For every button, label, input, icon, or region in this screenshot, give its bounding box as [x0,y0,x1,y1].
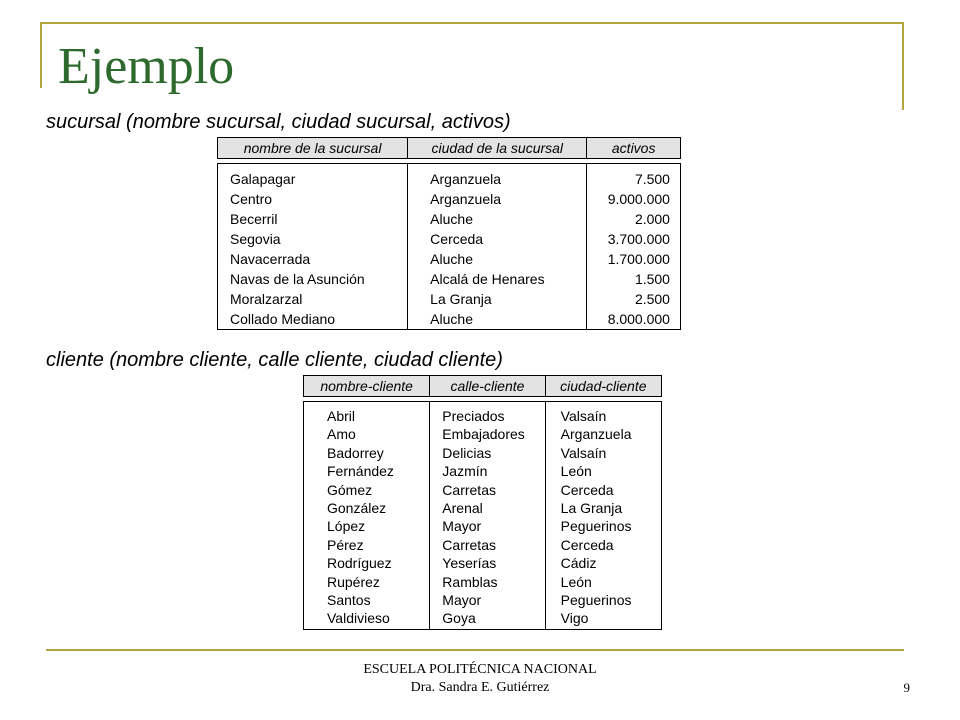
table-cell: Embajadores [442,426,525,443]
column-header: nombre-cliente [320,378,413,394]
cliente-table-header [303,375,662,397]
slide-title: Ejemplo [58,38,235,95]
sucursal-column-ciudad [407,164,586,329]
table-cell: Santos [327,591,371,608]
schema-sucursal: sucursal (nombre sucursal, ciudad sucursal, activos) [46,111,511,133]
table-cell: Rupérez [327,573,380,590]
table-cell: Arganzuela [560,426,632,443]
table-cell: Vigo [560,610,589,627]
frame-left-line [40,22,42,88]
table-cell: 2.500 [634,291,670,307]
table-cell: Cádiz [560,555,597,572]
table-cell: 1.700.000 [607,251,670,267]
table-cell: Peguerinos [560,591,632,608]
table-cell: Goya [442,610,476,627]
table-cell: Valdivieso [327,610,390,627]
table-cell: Abril [327,408,356,424]
table-cell: Arganzuela [430,191,501,207]
table-cell: Navacerrada [230,251,311,267]
table-cell: Aluche [430,251,473,267]
table-cell: Aluche [430,211,473,227]
column-header: nombre de la sucursal [243,140,382,156]
cliente-column-calle [429,402,544,629]
table-cell: 9.000.000 [607,191,670,207]
table-cell: Yeserías [442,555,497,572]
table-cell: Cerceda [560,481,614,498]
footer-author: Dra. Sandra E. Gutiérrez [410,680,550,695]
sucursal-column-nombre [218,164,407,329]
table-cell: Peguerinos [560,518,632,535]
frame-bottom-line [46,649,904,651]
table-cell: Carretas [442,536,496,553]
table-cell: Arganzuela [430,171,501,187]
table-cell: 3.700.000 [607,231,670,247]
table-cell: Cerceda [560,536,614,553]
table-cell: Centro [230,191,273,207]
table-cell: Pérez [327,536,364,553]
table-cell: 2.000 [634,211,670,227]
table-cell: Valsaín [560,444,607,461]
table-cell: Carretas [442,481,496,498]
table-cell: Rodríguez [327,555,392,572]
table-cell: Galapagar [230,171,296,187]
table-cell: López [327,518,366,535]
table-cell: Amo [327,426,356,443]
table-cell: Fernández [327,463,394,480]
table-cell: Aluche [430,311,473,327]
table-cell: Segovia [230,231,281,247]
table-cell: González [327,499,387,516]
table-cell: León [560,463,592,480]
table-cell: Alcalá de Henares [430,271,545,287]
cliente-table [303,375,662,630]
table-cell: Valsaín [560,408,607,424]
table-cell: León [560,573,592,590]
table-cell: La Granja [560,499,623,516]
table-cell: Delicias [442,444,492,461]
column-header: activos [586,138,680,158]
cliente-column-nombre [304,402,429,629]
table-cell: Moralzarzal [230,291,303,307]
table-cell: 8.000.000 [607,311,670,327]
sucursal-column-activos [586,164,680,329]
sucursal-table-body [217,163,681,330]
cliente-column-ciudad [545,402,661,629]
column-header: calle-cliente [429,376,544,396]
table-cell: La Granja [430,291,492,307]
table-cell: 1.500 [634,271,670,287]
table-cell: 7.500 [634,171,670,187]
table-cell: Arenal [442,499,483,516]
column-header: ciudad-cliente [545,376,661,396]
table-cell: Ramblas [442,573,498,590]
table-cell: Jazmín [442,463,488,480]
table-cell: Preciados [442,408,505,424]
table-cell: Navas de la Asunción [230,271,365,287]
table-cell: Badorrey [327,444,384,461]
table-cell: Mayor [442,518,482,535]
cliente-table-body [303,401,662,630]
frame-right-line [902,22,904,110]
page-number: 9 [903,680,910,695]
footer [0,661,960,697]
table-cell: Mayor [442,591,482,608]
column-header: ciudad de la sucursal [407,138,586,158]
frame-top-line [40,22,904,24]
table-cell: Gómez [327,481,373,498]
sucursal-table-header [217,137,681,159]
sucursal-table [217,137,681,330]
table-cell: Becerril [230,211,278,227]
footer-institution: ESCUELA POLITÉCNICA NACIONAL [363,662,597,677]
table-cell: Cerceda [430,231,484,247]
schema-cliente: cliente (nombre cliente, calle cliente, ciudad cliente) [46,349,503,371]
table-cell: Collado Mediano [230,311,336,327]
